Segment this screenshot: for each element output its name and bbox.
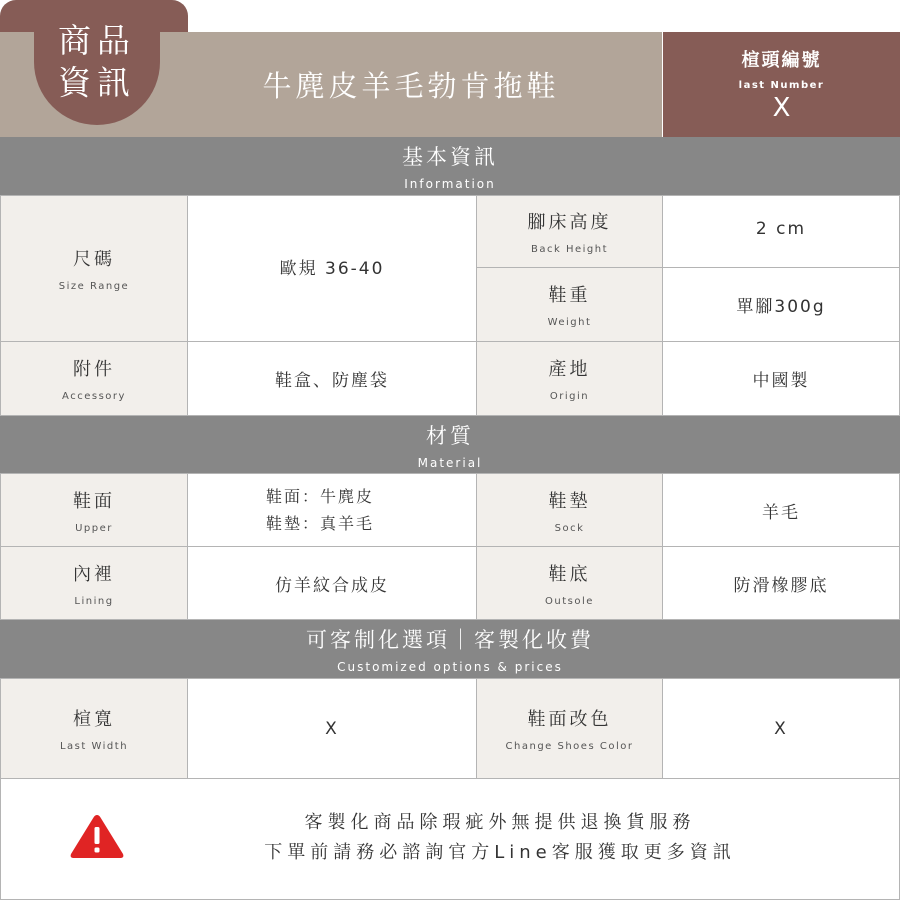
- section-title: 基本資訊: [402, 145, 498, 169]
- change-color-sublabel: Change Shoes Color: [505, 741, 634, 752]
- last-width-value-cell: [188, 679, 476, 778]
- origin-value: 中國製: [752, 371, 810, 391]
- sock-label: 鞋墊: [548, 490, 591, 512]
- last-width-sublabel: Last Width: [59, 741, 129, 752]
- sock-value: 羊毛: [762, 502, 800, 523]
- sock-label-cell: [477, 474, 662, 546]
- upper-value-line2: 鞋墊：真羊毛: [266, 514, 375, 533]
- section-header-custom: [0, 620, 900, 678]
- notice-line-2: 下單前請務必諮詢官方Line客服獲取更多資訊: [264, 842, 736, 863]
- back-height-label-cell: [477, 196, 662, 267]
- back-height-sublabel: Back Height: [530, 244, 608, 255]
- weight-label-cell: [477, 268, 662, 341]
- lining-value: 仿羊紋合成皮: [275, 575, 389, 596]
- size-sublabel: Size Range: [58, 281, 130, 292]
- change-color-label: 鞋面改色: [527, 709, 612, 730]
- upper-sublabel: Upper: [75, 522, 113, 534]
- last-number-value: X: [772, 93, 791, 123]
- outsole-value: 防滑橡膠底: [733, 575, 829, 596]
- upper-label: 鞋面: [73, 490, 115, 512]
- lining-label-cell: [1, 547, 187, 619]
- weight-value-cell: [663, 268, 899, 341]
- weight-sublabel: Weight: [547, 317, 592, 328]
- origin-value-cell: [663, 342, 899, 415]
- accessory-value: 鞋盒、防塵袋: [275, 371, 389, 391]
- last-width-label: 楦寬: [73, 709, 115, 730]
- last-width-label-cell: [1, 679, 187, 778]
- accessory-sublabel: Accessory: [62, 391, 126, 402]
- lining-value-cell: [188, 547, 476, 619]
- product-info-badge-line2: 資訊: [58, 62, 136, 102]
- last-number-sublabel: last Number: [738, 80, 825, 91]
- section-title: 材質: [426, 423, 474, 448]
- accessory-label: 附件: [73, 359, 115, 380]
- section-subtitle: Material: [417, 455, 483, 470]
- size-label-cell: [1, 196, 187, 341]
- product-info-badge-line1: 商品: [58, 20, 136, 60]
- upper-value-cell: [188, 474, 476, 546]
- change-color-value: X: [774, 718, 788, 739]
- back-height-value-cell: [663, 196, 899, 267]
- upper-label-cell: [1, 474, 187, 546]
- last-number-label: 楦頭編號: [741, 50, 822, 71]
- last-number-box: [663, 32, 900, 137]
- outsole-value-cell: [663, 547, 899, 619]
- change-color-label-cell: [477, 679, 662, 778]
- origin-label: 產地: [548, 359, 591, 380]
- accessory-label-cell: [1, 342, 187, 415]
- outsole-label-cell: [477, 547, 662, 619]
- last-width-value: X: [325, 718, 339, 739]
- lining-label: 內裡: [73, 563, 115, 585]
- section-subtitle: Customized options & prices: [337, 660, 563, 674]
- back-height-value: 2 cm: [755, 218, 807, 239]
- sock-value-cell: [663, 474, 899, 546]
- weight-value: 單腳300g: [736, 297, 826, 317]
- lining-sublabel: Lining: [74, 595, 114, 607]
- product-name: 牛麂皮羊毛勃肯拖鞋: [262, 69, 560, 103]
- sock-sublabel: Sock: [554, 522, 585, 534]
- warning-icon: [68, 812, 126, 860]
- change-color-value-cell: [663, 679, 899, 778]
- section-title: 可客制化選項｜客製化收費: [306, 628, 594, 652]
- section-header-basic: [0, 137, 900, 195]
- section-subtitle: Information: [404, 177, 496, 191]
- notice-line-1: 客製化商品除瑕疵外無提供退換貨服務: [304, 812, 696, 833]
- outsole-label: 鞋底: [548, 563, 591, 585]
- outsole-sublabel: Outsole: [545, 595, 594, 607]
- back-height-label: 腳床高度: [527, 212, 612, 233]
- weight-label: 鞋重: [548, 285, 591, 306]
- size-value-cell: [188, 196, 476, 341]
- upper-value-line1: 鞋面：牛麂皮: [266, 487, 375, 506]
- size-label: 尺碼: [73, 249, 115, 270]
- section-header-material: [0, 416, 900, 473]
- size-value: 歐規 36-40: [279, 259, 385, 279]
- origin-sublabel: Origin: [549, 391, 590, 402]
- product-info-badge: [34, 0, 160, 125]
- origin-label-cell: [477, 342, 662, 415]
- accessory-value-cell: [188, 342, 476, 415]
